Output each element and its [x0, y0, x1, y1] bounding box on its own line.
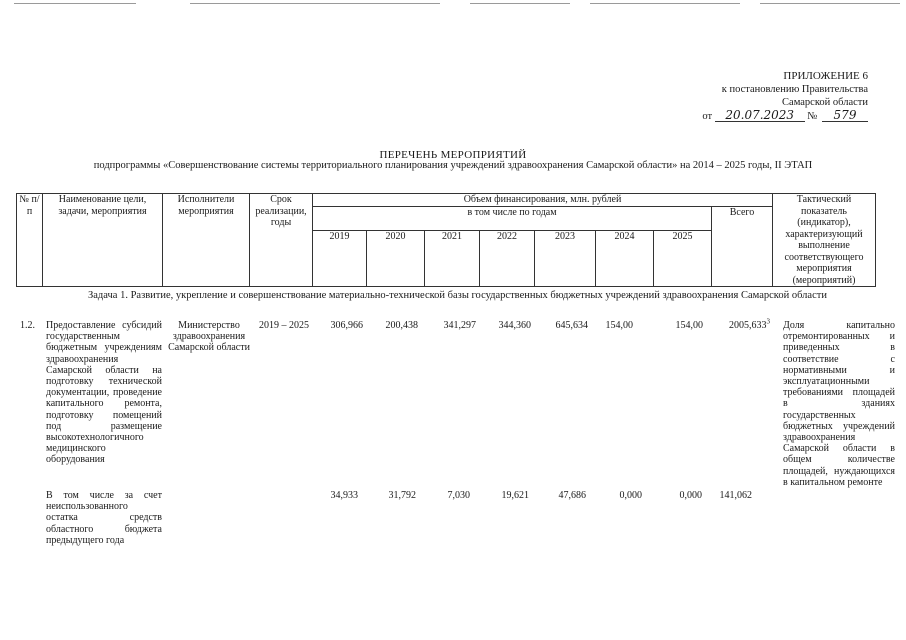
scan-edge-line	[190, 3, 440, 4]
header-year: 2021	[425, 231, 480, 287]
header-term: Срок реализации, годы	[250, 194, 313, 287]
appendix-date-line	[702, 109, 868, 123]
subrow-name: В том числе за счет неиспользованного остатка средств областного бюджета предыдущего года	[46, 490, 162, 546]
header-by-years: в том числе по годам	[313, 207, 712, 231]
number-prefix: №	[807, 111, 818, 122]
row-total	[712, 317, 770, 331]
header-executor: Исполнители мероприятия	[163, 194, 250, 287]
scan-edge-line	[760, 3, 900, 4]
subrow-value-2020: 31,792	[388, 490, 416, 501]
measures-table-header	[16, 193, 876, 287]
header-total: Всего	[712, 207, 773, 287]
scan-edge-line	[14, 3, 136, 4]
header-num: № п/п	[17, 194, 43, 287]
document-title: ПЕРЕЧЕНЬ МЕРОПРИЯТИЙ	[379, 149, 527, 161]
row-executor: Министерство здравоохранения Самарской области	[168, 320, 250, 354]
appendix-line2: к постановлению Правительства	[721, 84, 868, 95]
row-value-2024: 154,00	[605, 320, 633, 331]
header-name: Наименование цели, задачи, мероприятия	[43, 194, 163, 287]
appendix-line3: Самарской области	[782, 97, 868, 108]
subrow-value-2022: 19,621	[501, 490, 529, 501]
header-year: 2024	[596, 231, 654, 287]
subrow-value-2019: 34,933	[330, 490, 358, 501]
header-year: 2020	[367, 231, 425, 287]
subrow-total: 141,062	[719, 490, 752, 501]
row-value-2025: 154,00	[675, 320, 703, 331]
appendix-title: ПРИЛОЖЕНИЕ 6	[783, 70, 868, 82]
header-year: 2025	[654, 231, 712, 287]
subrow-value-2024: 0,000	[619, 490, 642, 501]
row-term: 2019 – 2025	[259, 320, 309, 331]
subrow-value-2021: 7,030	[447, 490, 470, 501]
subrow-value-2025: 0,000	[679, 490, 702, 501]
task-heading: Задача 1. Развитие, укрепление и совершенствование материально-технической базы государственных бюджетных учреждений здравоохранения Самарской области	[88, 290, 827, 301]
scan-edge-line	[470, 3, 570, 4]
date-value: 20.07.2023	[715, 109, 805, 122]
header-year: 2022	[480, 231, 535, 287]
row-indicator: Доля капитально отремонтированных и приведенных в соответствие с нормативными и эксплуатационными требованиями площадей в зданиях государственных бюджетных учреждений здравоохранения Самарской области в общем количестве площадей, нуждающихся в капитальном ремонте	[783, 320, 895, 488]
row-value-2019: 306,966	[330, 320, 363, 331]
scan-edge-line	[590, 3, 740, 4]
number-value: 579	[822, 109, 868, 122]
row-total-value: 2005,633	[729, 320, 767, 331]
row-number: 1.2.	[20, 320, 35, 331]
header-year: 2023	[535, 231, 596, 287]
subrow-value-2023: 47,686	[558, 490, 586, 501]
row-value-2020: 200,438	[385, 320, 418, 331]
appendix-block	[702, 70, 868, 123]
date-prefix: от	[702, 111, 713, 122]
row-total-footnote: 3	[766, 317, 770, 326]
row-value-2022: 344,360	[498, 320, 531, 331]
row-value-2023: 645,634	[555, 320, 588, 331]
row-name: Предоставление субсидий государственным бюджетным учреждениям здравоохранения Самарской области на подготовку технической документации, проведение капитального ремонта, подготовку помещений под размещение высокотехнологичного медицинского оборудования	[46, 320, 162, 466]
document-subtitle: подпрограммы «Совершенствование системы территориального планирования учреждений здравоохранения Самарской области» на 2014 – 2025 годы, II ЭТАП	[93, 160, 813, 171]
row-value-2021: 341,297	[443, 320, 476, 331]
header-year: 2019	[313, 231, 367, 287]
header-indicator: Тактический показатель (индикатор), характеризующий выполнение соответствующего мероприятия (мероприятий)	[773, 194, 876, 287]
header-funding: Объем финансирования, млн. рублей	[313, 194, 773, 207]
